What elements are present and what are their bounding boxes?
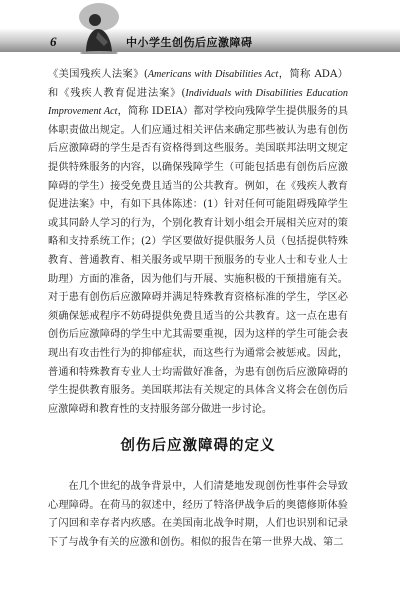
text-run: ，简称 ADA）和《残疾人教育促进法案》( — [48, 69, 348, 99]
child-figure-logo-icon — [74, 2, 124, 54]
text-run: ，简称 IDEIA）都对学校向残障学生提供服务的具体职责做出规定。人们应通过相关评估来确定那些被认为患有创伤后应激障碍的学生是否有资格得到这些服务。美国联邦法明文规定提供特殊服务的内容，以确保残障学生（可能包括患有创伤后应激障碍的学生）接受免费且适当的公共教育。例如，在《残疾人教育促进法案》中，有如下具体陈述：(1）针对任何可能阻碍残障学生或其同龄人学习的行为，个别化教育计划小组会开展相关应对的策略和支持系统工作；(2）学区要做好提供服务人员（包括提供特殊教育、普通教育、相关服务或早期干预服务的专业人士和专业人士助理）方面的准备，因为他们与开展、实施积极的干预措施有关。对于患有创伤后应激障碍并满足特殊教育资格标准的学生，学区必须确保惩戒程序不妨碍提供免费且适当的公共教育。这一点在患有创伤后应激障碍的学生中尤其需要重视，因为这样的学生可能会表现出有攻击性行为的抑郁症状，而这些行为通常会被惩戒。因此，普通和特殊教育专业人士均需做好准备，为患有创伤后应激障碍的学生提供教育服务。美国联邦法有关规定的具体含义将会在创伤后应激障碍和教育性的支持服务部分做进一步讨论。 — [48, 106, 349, 415]
act-name-ideia: Individuals with Disabilities Education Improvement Act — [48, 87, 348, 118]
main-paragraph — [48, 66, 348, 419]
section-heading: 创伤后应激障碍的定义 — [120, 438, 276, 454]
act-name-ada: Americans with Disabilities Act — [147, 69, 279, 80]
page-number: 6 — [50, 34, 57, 49]
second-paragraph — [48, 478, 348, 552]
running-title: 中小学生创伤后应激障碍 — [126, 36, 253, 49]
paragraph-1 — [48, 66, 348, 419]
page-header — [0, 0, 400, 58]
text-run: 《美国残疾人法案》( — [48, 69, 148, 80]
paragraph-2: 在几个世纪的战争背景中，人们清楚地发现创伤性事件会导致心理障碍。在荷马的叙述中，经历了特洛伊战争后的奥德修斯体验了闪回和幸存者内疚感。在美国南北战争时期，人们也识别和记录下了与战争有关的应激和创伤。相似的报告在第一世界大战、第二 — [48, 481, 348, 548]
